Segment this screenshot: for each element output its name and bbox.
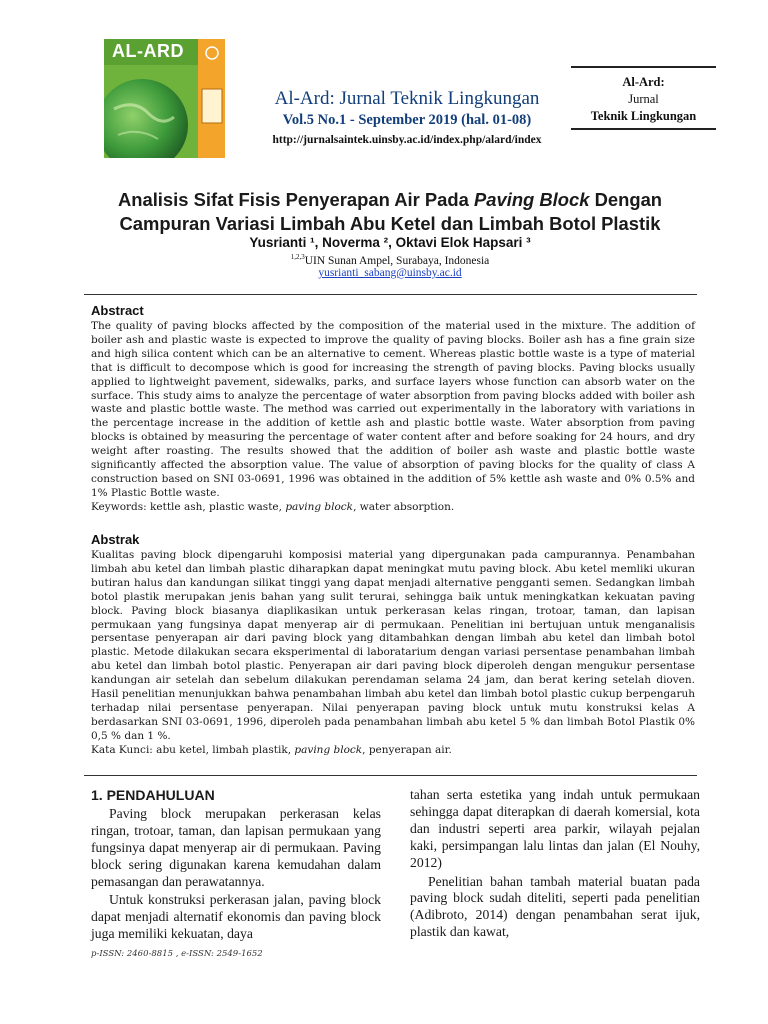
abstract-heading: Abstract [91, 303, 144, 318]
abstract-keywords [91, 501, 695, 515]
right-paragraph-1: tahan serta estetika yang indah untuk permukaan sehingga dapat diterapkan di daerah komersial, kota dan industri seperti area parkir, wilayah pejalan kaki, persimpangan lalu lintas dan jalan (El Nouhy, 2012) [410, 787, 700, 870]
section-heading: 1. PENDAHULUAN [91, 787, 215, 803]
author-email-link[interactable]: yusrianti_sabang@uinsby.ac.id [318, 267, 462, 279]
keywords-label: Keywords: [91, 500, 147, 513]
affiliation-text: UIN Sunan Ampel, Surabaya, Indonesia [304, 254, 490, 267]
keywords-text-b: , water absorption. [353, 500, 455, 513]
kata-kunci-italic: paving block [294, 743, 363, 756]
kata-kunci-text-a: abu ketel, limbah plastik, [152, 743, 295, 756]
abstract-body [91, 320, 695, 515]
article-authors: Yusrianti ¹, Noverma ², Oktavi Elok Hapsari ³ [249, 235, 531, 250]
divider-bottom [84, 775, 697, 776]
abstract-text: The quality of paving blocks affected by the composition of the material used in the mixture. The addition of boiler ash and plastic waste is expected to improve the quality of paving blocks. Boiler ash has a fine grain size and high silica content which can be an alternative to cement. Whereas plastic bottle waste is a type of material that is difficult to decompose which is good for increasing the strength of paving blocks. Paving blocks usually applied to lightweight pavement, sidewalks, parks, and surface layers whose function can absorb water on the surface. This study aims to analyze the percentage of water absorption from paving blocks added with boiler ash waste and plastic bottle waste. The method was carried out experimentally in the laboratory with variations in the percentage increase in the addition of kettle ash and plastic bottle waste. Water absorption from paving blocks is obtained by measuring the percentage of water content after and before soaking for 24 hours, and dry weight after roasting. The results showed that the addition of boiler ash waste and plastic bottle waste significantly affected the absorption value. The value of absorption of paving blocks for the quality of class A construction based on SNI 03-0691, 1996 was obtained in the addition of 5% kettle ash waste and 0% 0.5% and 1% Plastic Bottle waste. [91, 320, 695, 499]
article-title [40, 188, 740, 236]
abstrak-body [91, 549, 695, 758]
kata-kunci-text-b: , penyerapan air. [362, 743, 452, 756]
affiliation-sup: 1,2,3 [290, 253, 305, 261]
left-paragraph-1: Paving block merupakan perkerasan kelas ringan, trotoar, taman, dan lapisan permukaan yang fungsinya dapat menyerap air di permukaan. Paving block sering digunakan karena kemudahan dalam pemasangan dan perawatannya. [91, 805, 381, 889]
journal-name: Al-Ard: Jurnal Teknik Lingkungan [274, 88, 540, 109]
kata-kunci-label: Kata Kunci: [91, 743, 153, 756]
side-box-line2: Jurnal [628, 92, 659, 106]
body-left-column [91, 787, 381, 943]
title-italic: Paving Block [473, 189, 590, 210]
title-line2: Campuran Variasi Limbah Abu Ketel dan Limbah Botol Plastik [119, 213, 661, 234]
article-affiliation [40, 253, 740, 267]
body-right-column [410, 787, 700, 941]
right-paragraph-2: Penelitian bahan tambah material buatan pada paving block sudah diteliti, seperti pada penelitian (Adibroto, 2014) dengan penambahan serat ijuk, plastik dan kawat, [410, 873, 700, 940]
abstrak-keywords [91, 744, 695, 758]
journal-side-box [571, 66, 716, 130]
side-box-line3: Teknik Lingkungan [590, 109, 697, 123]
journal-url[interactable]: http://jurnalsaintek.uinsby.ac.id/index.php/alard/index [272, 134, 542, 146]
divider-top [84, 294, 697, 295]
abstrak-text: Kualitas paving block dipengaruhi komposisi material yang dipergunakan pada campurannya. Penambahan limbah abu ketel dan limbah plastic diharapkan dapat meningkat mutu paving block. Abu ketel memliki ukuran butiran halus dan kandungan silikat tinggi yang dapat menjadi alternative pengganti semen. Sedangkan limbah botol plastik merupakan jenis bahan yang sulit terurai, sehingga baik untuk meningkatkan kekuatan paving block. Paving block biasanya diaplikasikan untuk perkerasan kelas ringan, trotoar, taman, dan lapisan permukaan yang fungsinya dapat menyerap air di permukaan. Penelitian ini bertujuan untuk menganalisis persentase penyerapan air dari paving block yang ditambahkan dengan limbah abu ketel dan limbah botol plastic. Metode dilakukan secara eksperimental di laboratarium dengan variasi persentase penambahan limbah abu ketel dan limbah botol plastic. Penyerapan air dari paving block diperoleh dengan mengukur persentase kandungan air setelah dan sebelum dilakukan perendaman selama 24 jam, dan berat kering setelah dioven. Hasil penelitian menunjukkan bahwa penambahan limbah abu ketel dan limbah botol plastic cukup berpengaruh terhadap nilai persentase penyerapan. Nilai penyerapan paving block untuk mutu konstruksi kelas A berdasarkan SNI 03-0691, 1996, diperoleh pada penambahan limbah abu ketel 5 % dan limbah Botol Plastik 0% 0,5 % dan 1 %. [91, 549, 695, 742]
title-part1: Analisis Sifat Fisis Penyerapan Air Pada [117, 189, 474, 210]
keywords-text-a: kettle ash, plastic waste, [146, 500, 286, 513]
issn-footer: p-ISSN: 2460-8815 , e-ISSN: 2549-1652 [91, 949, 263, 959]
journal-header [232, 88, 582, 146]
left-paragraph-2: Untuk konstruksi perkerasan jalan, paving block dapat menjadi alternatif ekonomis dan paving block juga memiliki kekuatan, daya [91, 892, 381, 942]
side-box-line1: Al-Ard: [622, 75, 665, 89]
abstrak-heading: Abstrak [91, 532, 140, 547]
title-part2: Dengan [589, 189, 663, 210]
cover-title: AL-ARD [112, 41, 184, 61]
keywords-italic: paving block [285, 500, 354, 513]
journal-volume: Vol.5 No.1 - September 2019 (hal. 01-08) [282, 112, 532, 128]
journal-cover-image [104, 39, 225, 158]
